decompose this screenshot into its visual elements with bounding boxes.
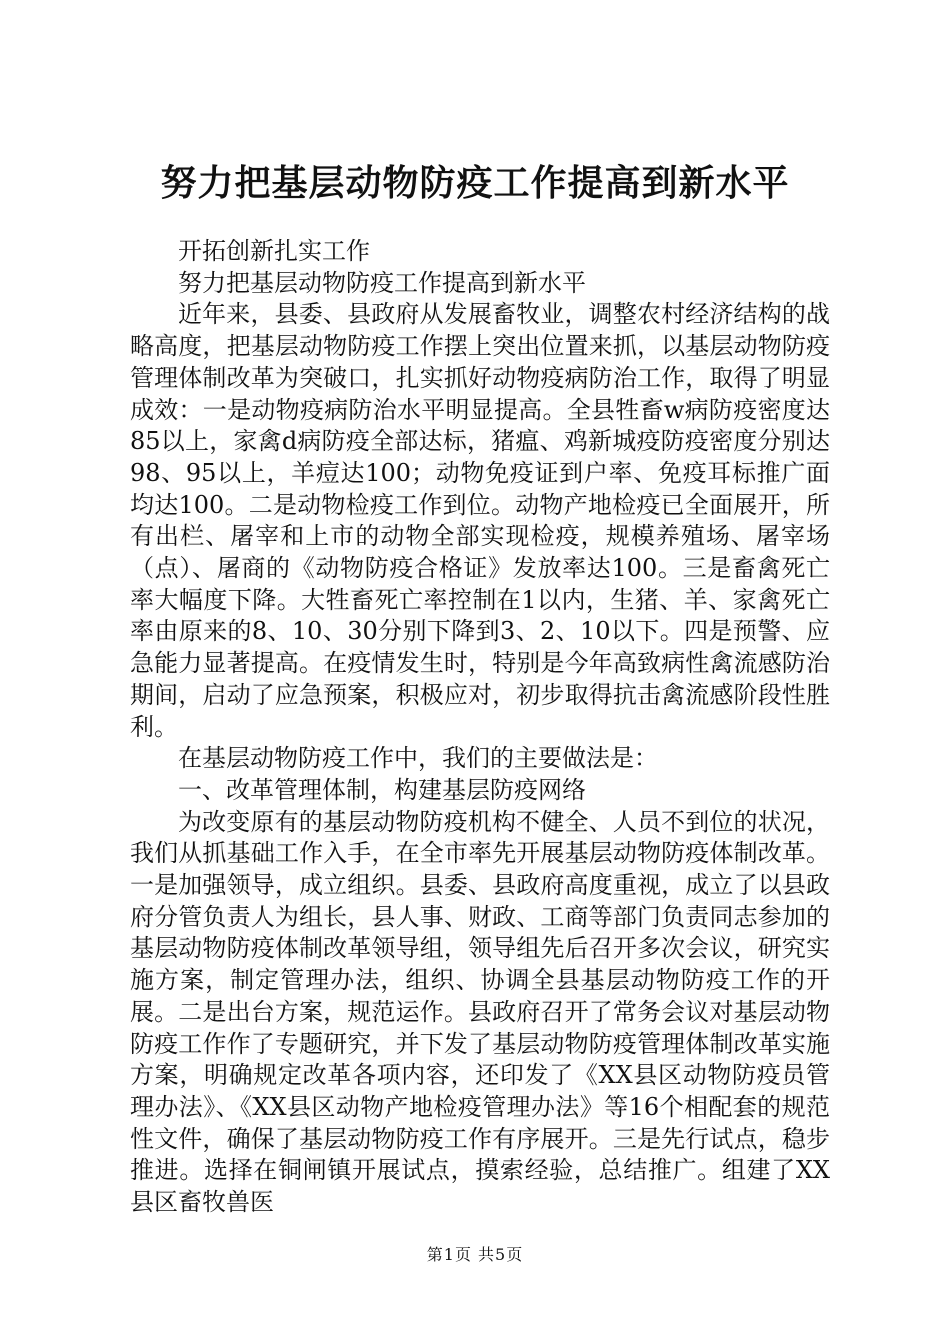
section-heading: 一、改革管理体制，构建基层防疫网络	[178, 775, 586, 804]
body-paragraph: 近年来，县委、县政府从发展畜牧业，调整农村经济结构的战略高度，把基层动物防疫工作摆上突出位置来抓，以基层动物防疫管理体制改革为突破口，扎实抓好动物疫病防治工作，取得了明显成效：一是动物疫病防治水平明显提高。全县牲畜w病防疫密度达85以上，家禽d病防疫全部达标，猪瘟、鸡新城疫防疫密度分别达98、95以上，羊痘达100；动物免疫证到户率、免疫耳标推广面均达100。二是动物检疫工作到位。动物产地检疫已全面展开，所有出栏、屠宰和上市的动物全部实现检疫，规模养殖场、屠宰场（点）、屠商的《动物防疫合格证》发放率达100。三是畜禽死亡率大幅度下降。大牲畜死亡率控制在1以内，生猪、羊、家禽死亡率由原来的8、10、30分别下降到3、2、10以下。四是预警、应急能力显著提高。在疫情发生时，特别是今年高致病性禽流感防治期间，启动了应急预案，积极应对，初步取得抗击禽流感阶段性胜利。	[130, 300, 830, 741]
page-number-footer: 第1页 共5页	[426, 1245, 524, 1264]
document-body	[130, 236, 830, 1219]
document-title: 努力把基层动物防疫工作提高到新水平	[160, 162, 790, 204]
body-paragraph: 在基层动物防疫工作中，我们的主要做法是：	[178, 744, 658, 773]
subtitle-line: 开拓创新扎实工作	[178, 237, 370, 265]
body-paragraph: 为改变原有的基层动物防疫机构不健全、人员不到位的状况，我们从抓基础工作入手，在全市率先开展基层动物防疫体制改革。一是加强领导，成立组织。县委、县政府高度重视，成立了以县政府分管负责人为组长，县人事、财政、工商等部门负责同志参加的基层动物防疫体制改革领导组，领导组先后召开多次会议，研究实施方案，制定管理办法，组织、协调全县基层动物防疫工作的开展。二是出台方案，规范运作。县政府召开了常务会议对基层动物防疫工作作了专题研究，并下发了基层动物防疫管理体制改革实施方案，明确规定改革各项内容，还印发了《XX县区动物防疫员管理办法》、《XX县区动物产地检疫管理办法》等16个相配套的规范性文件，确保了基层动物防疫工作有序展开。三是先行试点，稳步推进。选择在铜闸镇开展试点，摸索经验，总结推广。组建了XX县区畜牧兽医	[130, 807, 830, 1217]
subtitle-line: 努力把基层动物防疫工作提高到新水平	[178, 268, 586, 297]
